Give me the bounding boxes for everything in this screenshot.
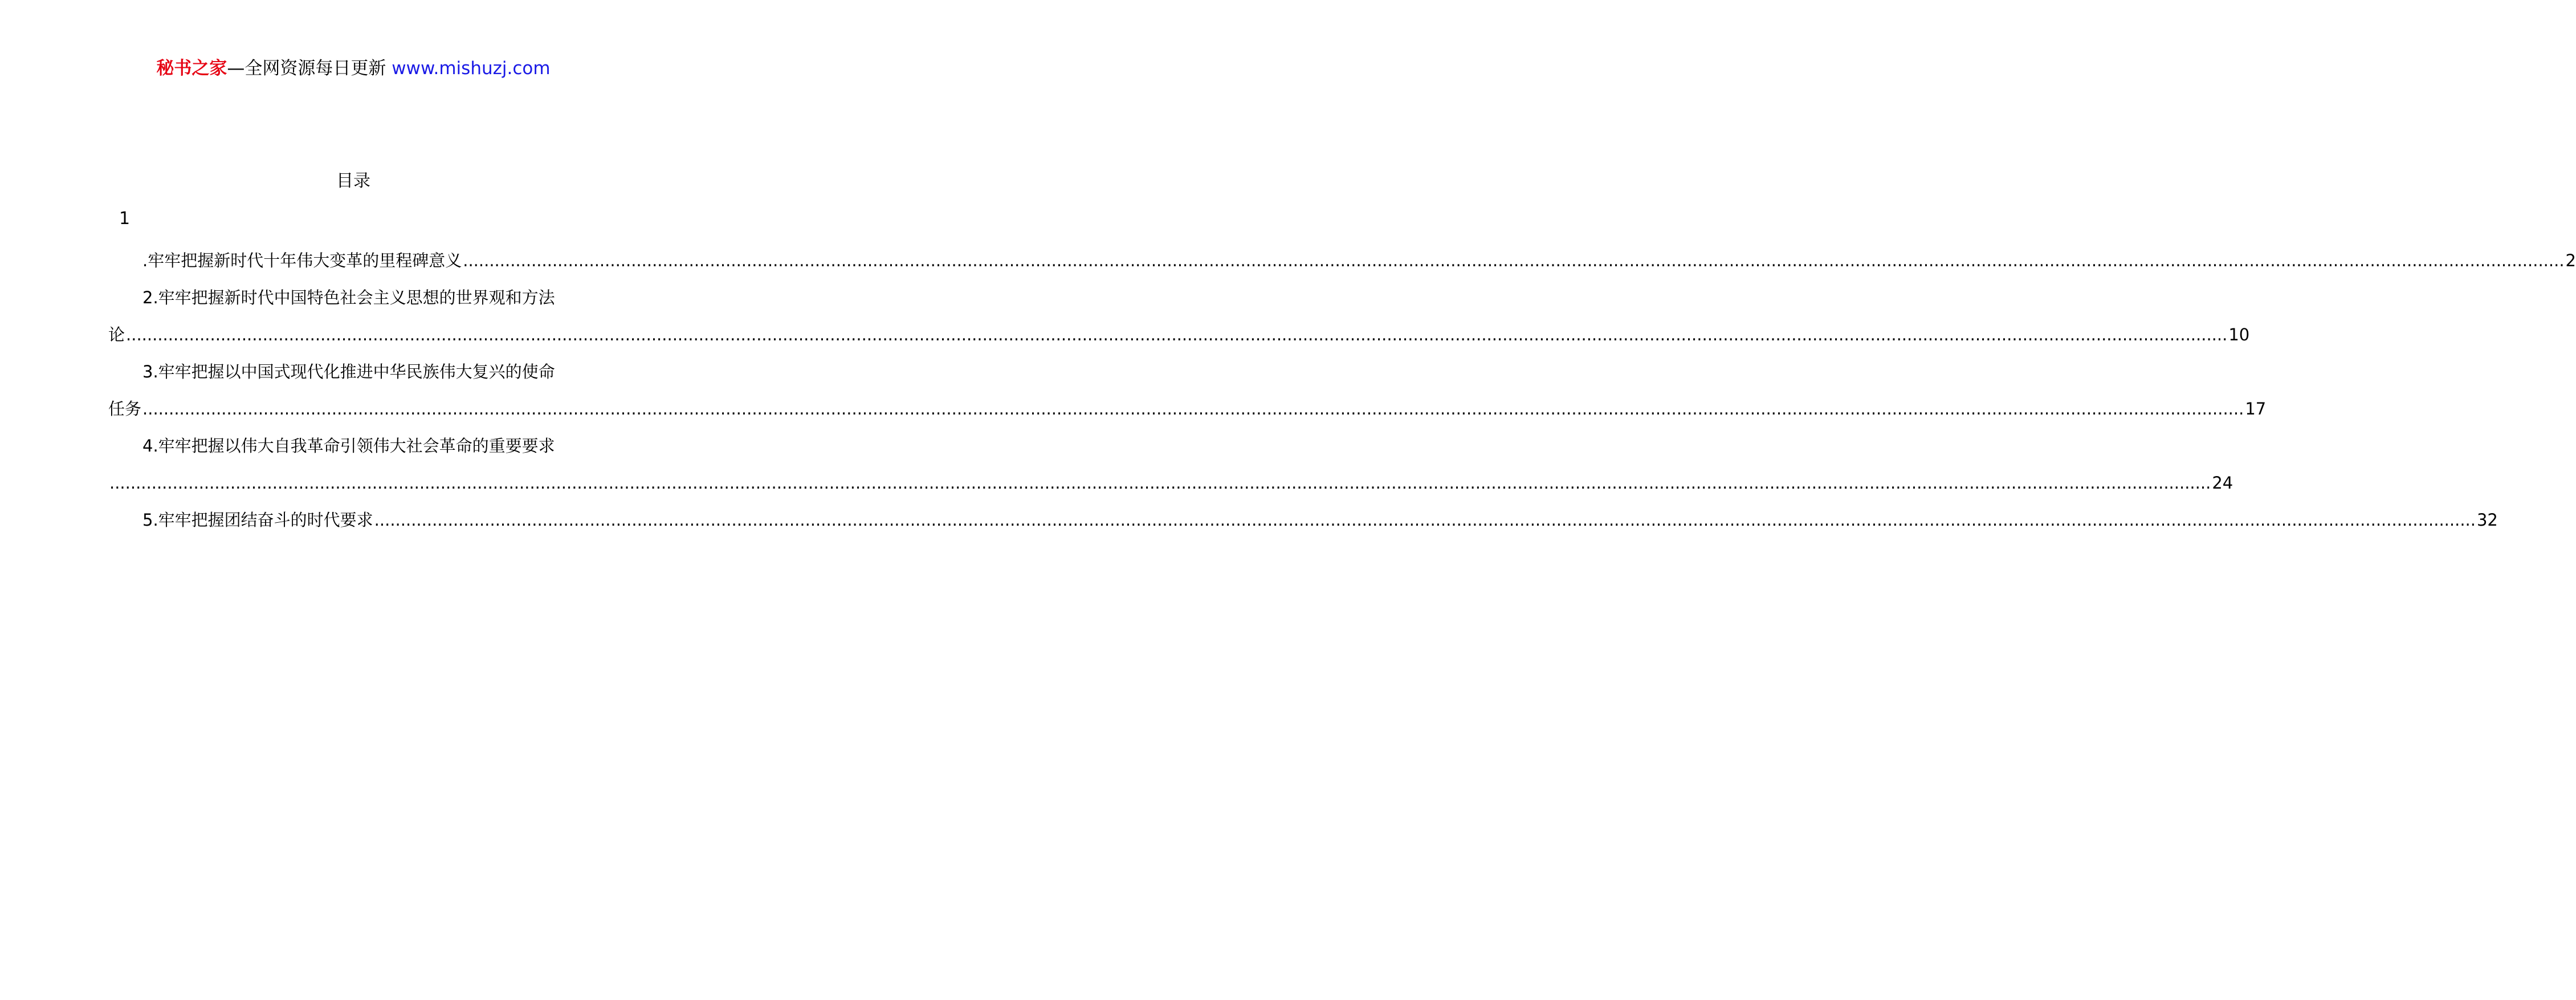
dot-leader: ................................................................................................................................................................................................................................................................................................................................................................................................................ (126, 325, 2228, 344)
toc-entry-title-continued: 任务 (108, 399, 142, 418)
toc-page-number: 24 (2212, 473, 2233, 493)
toc-entry-5[interactable] (108, 502, 2498, 539)
website-link[interactable]: www.mishuzj.com (392, 58, 551, 79)
toc-entry-4[interactable] (108, 428, 2233, 502)
page-header (0, 57, 707, 80)
toc-entry-title: 5.牢牢把握团结奋斗的时代要求 (142, 510, 373, 530)
toc-lead-number: 1 (119, 209, 131, 229)
dot-leader: ................................................................................................................................................................................................................................................................................................................................................................................................................ (109, 473, 2211, 493)
toc-entry-3[interactable] (108, 353, 2267, 428)
toc-entry-1[interactable] (108, 242, 2576, 279)
toc-page-number: 32 (2476, 510, 2498, 530)
toc-entry-title: 3.牢牢把握以中国式现代化推进中华民族伟大复兴的使命 (142, 362, 555, 381)
toc-page-number: 2 (2565, 251, 2576, 270)
toc-entry-2[interactable] (108, 279, 2250, 353)
table-of-contents (108, 242, 2576, 539)
dot-leader: ................................................................................................................................................................................................................................................................................................................................................................................................................ (374, 510, 2476, 530)
dot-leader: ................................................................................................................................................................................................................................................................................................................................................................................................................ (463, 251, 2565, 270)
toc-title: 目录 (336, 171, 370, 191)
toc-page-number: 17 (2245, 399, 2267, 418)
toc-entry-title: 4.牢牢把握以伟大自我革命引领伟大社会革命的重要要求 (142, 436, 555, 456)
toc-page-number: 10 (2228, 325, 2250, 344)
header-slogan: —全网资源每日更新 (227, 58, 386, 79)
toc-entry-title-continued: 论 (108, 325, 125, 344)
dot-leader: ................................................................................................................................................................................................................................................................................................................................................................................................................ (142, 399, 2244, 418)
toc-entry-title: .牢牢把握新时代十年伟大变革的里程碑意义 (142, 251, 462, 270)
toc-entry-title: 2.牢牢把握新时代中国特色社会主义思想的世界观和方法 (142, 288, 555, 307)
brand-name: 秘书之家 (156, 58, 227, 79)
